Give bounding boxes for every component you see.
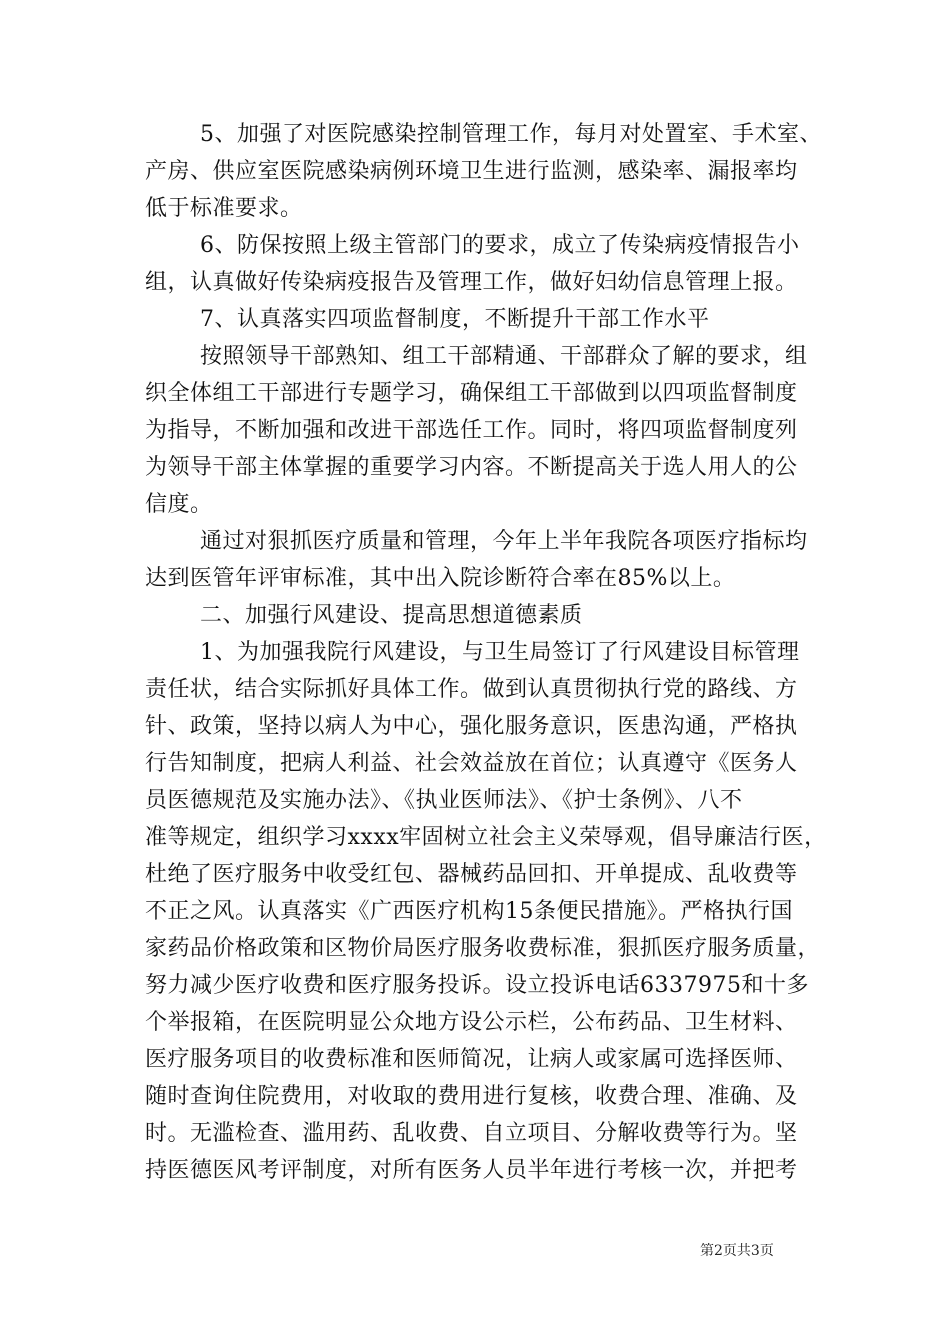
text-line: 织全体组工干部进行专题学习，确保组工干部做到以四项监督制度 bbox=[145, 381, 798, 406]
text-line: 医疗服务项目的收费标准和医师简况，让病人或家属可选择医师、 bbox=[145, 1047, 798, 1072]
text-line: 信度。 bbox=[145, 492, 213, 517]
text-line: 个举报箱，在医院明显公众地方设公示栏，公布药品、卫生材料、 bbox=[145, 1010, 798, 1035]
section-heading: 7、认真落实四项监督制度，不断提升干部工作水平 bbox=[200, 307, 710, 332]
text-line: 为领导干部主体掌握的重要学习内容。不断提高关于选人用人的公 bbox=[145, 455, 798, 480]
text-line: 产房、供应室医院感染病例环境卫生进行监测，感染率、漏报率均 bbox=[145, 159, 798, 184]
text-line: 6、防保按照上级主管部门的要求，成立了传染病疫情报告小 bbox=[200, 233, 800, 258]
text-line: 努力减少医疗收费和医疗服务投诉。设立投诉电话6337975和十多 bbox=[145, 973, 809, 998]
text-line: 针、政策，坚持以病人为中心，强化服务意识，医患沟通，严格执 bbox=[145, 714, 798, 739]
text-line: 1、为加强我院行风建设，与卫生局签订了行风建设目标管理 bbox=[200, 640, 800, 665]
text-line: 行告知制度，把病人利益、社会效益放在首位；认真遵守《医务人 bbox=[145, 751, 798, 776]
text-line: 时。无滥检查、滥用药、乱收费、自立项目、分解收费等行为。坚 bbox=[145, 1121, 798, 1146]
text-line: 为指导，不断加强和改进干部选任工作。同时，将四项监督制度列 bbox=[145, 418, 798, 443]
text-line: 杜绝了医疗服务中收受红包、器械药品回扣、开单提成、乱收费等 bbox=[145, 862, 798, 887]
text-line: 家药品价格政策和区物价局医疗服务收费标准，狠抓医疗服务质量， bbox=[145, 936, 821, 961]
text-line: 按照领导干部熟知、组工干部精通、干部群众了解的要求，组 bbox=[200, 344, 808, 369]
text-line: 低于标准要求。 bbox=[145, 196, 303, 221]
text-line: 员医德规范及实施办法》、《执业医师法》、《护士条例》、八不 bbox=[145, 788, 743, 813]
text-line: 持医德医风考评制度，对所有医务人员半年进行考核一次，并把考 bbox=[145, 1158, 798, 1183]
text-line: 达到医管年评审标准，其中出入院诊断符合率在85%以上。 bbox=[145, 566, 736, 591]
section-heading: 二、加强行风建设、提高思想道德素质 bbox=[200, 603, 583, 628]
text-line: 随时查询住院费用，对收取的费用进行复核，收费合理、准确、及 bbox=[145, 1084, 798, 1109]
text-line: 5、加强了对医院感染控制管理工作，每月对处置室、手术室、 bbox=[200, 122, 822, 147]
text-line: 责任状，结合实际抓好具体工作。做到认真贯彻执行党的路线、方 bbox=[145, 677, 798, 702]
text-line: 通过对狠抓医疗质量和管理，今年上半年我院各项医疗指标均 bbox=[200, 529, 808, 554]
text-line: 组，认真做好传染病疫报告及管理工作，做好妇幼信息管理上报。 bbox=[145, 270, 798, 295]
page-number: 第2页共3页 bbox=[700, 1243, 774, 1259]
text-line: 不正之风。认真落实《广西医疗机构15条便民措施》。严格执行国 bbox=[145, 899, 793, 924]
text-line: 准等规定，组织学习xxxx牢固树立社会主义荣辱观，倡导廉洁行医， bbox=[145, 825, 827, 850]
